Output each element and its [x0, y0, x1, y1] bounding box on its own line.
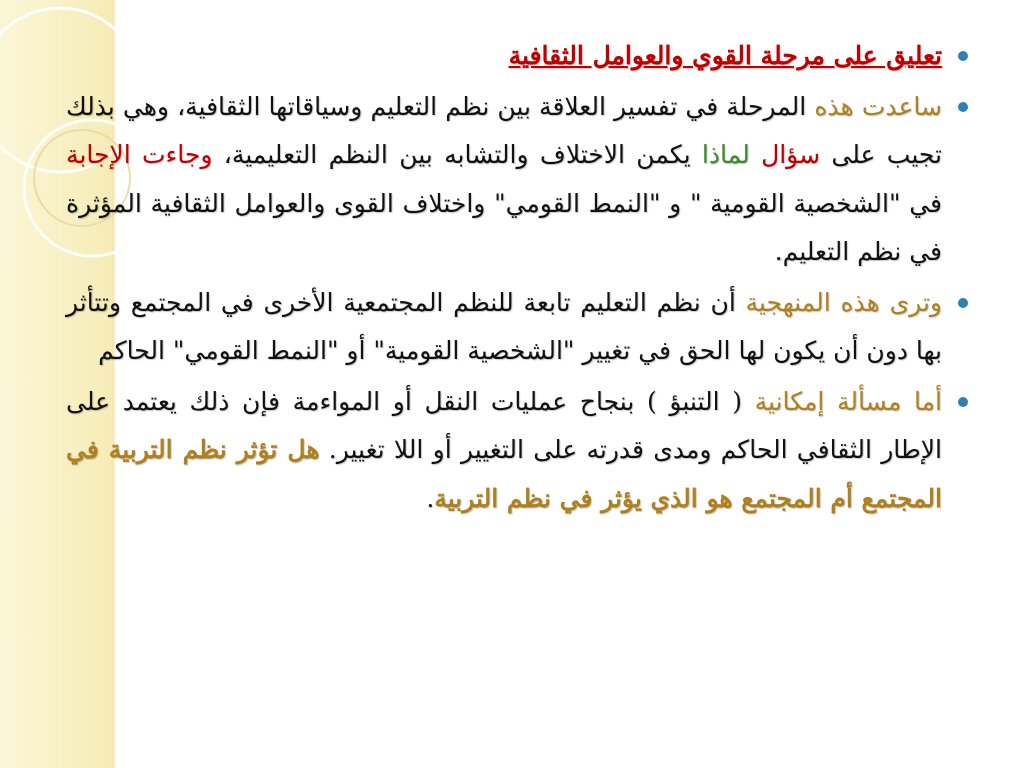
bullet-dot-icon — [958, 51, 968, 61]
p3-lead: أما مسألة إمكانية — [754, 386, 942, 416]
p1-answer-phrase: وجاءت الإجابة — [66, 140, 213, 169]
p1-text-2: يكمن الاختلاف والتشابه بين النظم التعليمية، — [212, 140, 702, 169]
bullet-dot-icon — [958, 102, 968, 112]
slide-title: تعليق على مرحلة القوي والعوامل الثقافية — [508, 41, 942, 70]
bullet-dot-icon — [958, 397, 968, 407]
slide-content — [66, 32, 972, 525]
bullet-paragraph-1 — [66, 83, 972, 277]
bullet-title — [66, 32, 972, 81]
bullet-paragraph-2 — [66, 279, 972, 376]
p1-question-word-2: لماذا — [701, 140, 750, 169]
p1-question-word-1: سؤال — [761, 140, 821, 169]
p3-question: هل تؤثر نظم التربية في المجتمع أم المجتمع هو الذي يؤثر في نظم التربية — [66, 435, 942, 513]
p2-text-1: أن نظم التعليم تابعة للنظم المجتمعية الأخرى في المجتمع وتتأثر بها دون أن يكون لها الحق في تغيير "الشخصية القومية" أو "النمط القومي" الحاكم — [66, 287, 942, 365]
p1-text-3: في "الشخصية القومية " و "النمط القومي" واختلاف القوى والعوامل الثقافية المؤثرة في نظم التعليم. — [66, 188, 942, 266]
p2-lead: وترى هذه المنهجية — [745, 287, 943, 317]
p3-end: . — [426, 483, 435, 513]
bullet-dot-icon — [958, 298, 968, 308]
p1-text-1: المرحلة في تفسير العلاقة بين نظم التعليم وسياقاتها الثقافية، وهي بذلك تجيب على — [66, 91, 942, 169]
p3-text-1: ( التنبؤ ) بنجاح عمليات النقل أو المواءمة فإن ذلك يعتمد على الإطار الثقافي الحاكم ومدى قدرته على التغيير أو اللا تغيير. — [66, 386, 942, 464]
p1-lead: ساعدت هذه — [814, 91, 942, 121]
bullet-paragraph-3 — [66, 378, 972, 524]
